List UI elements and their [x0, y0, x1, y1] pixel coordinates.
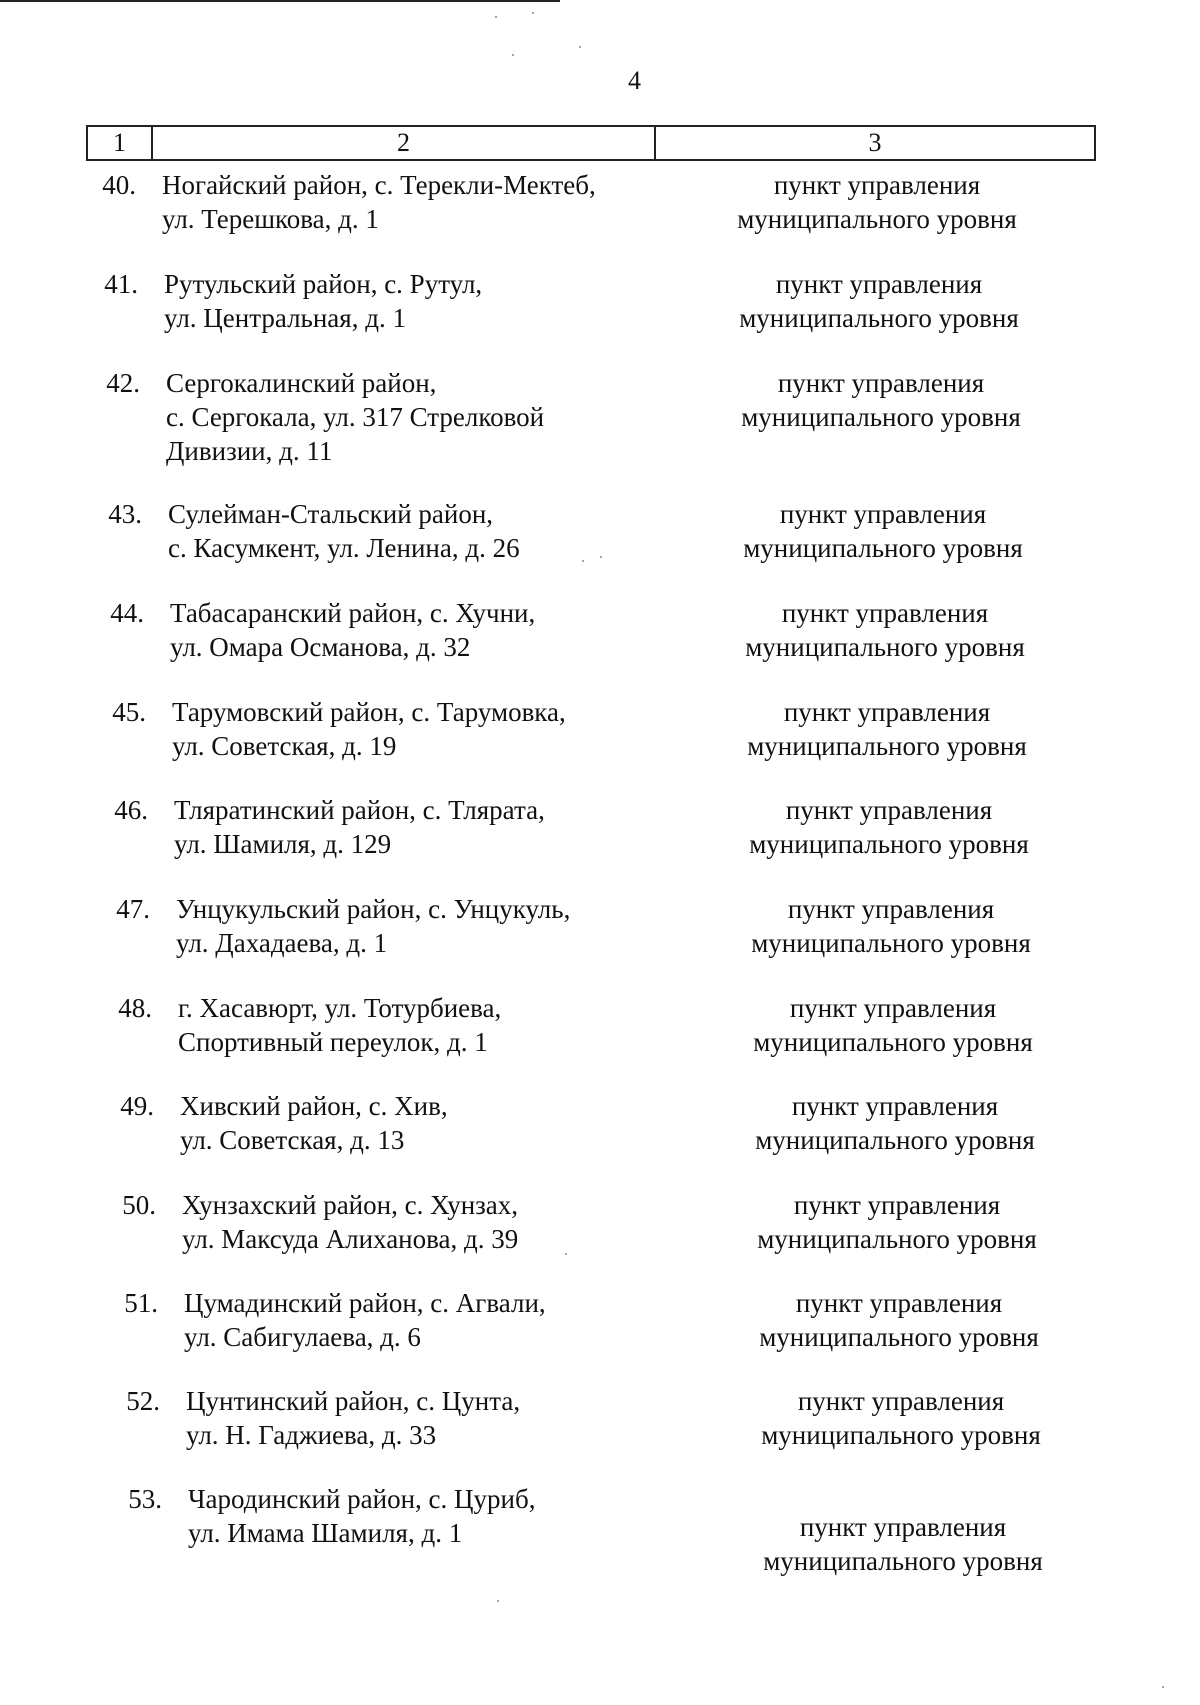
row-number: 50. — [122, 1190, 156, 1220]
type-line: муниципального уровня — [741, 402, 1021, 432]
row-number: 45. — [112, 697, 146, 727]
address-line: Спортивный переулок, д. 1 — [178, 1027, 488, 1057]
scan-speck — [512, 54, 514, 56]
type-line: муниципального уровня — [761, 1420, 1041, 1450]
address-line: ул. Максуда Алиханова, д. 39 — [182, 1224, 519, 1254]
scan-speck — [579, 46, 581, 48]
type-line: муниципального уровня — [755, 1125, 1035, 1155]
type-line: пункт управления — [781, 598, 989, 628]
address-line: Тляратинский район, с. Тлярата, — [174, 795, 545, 825]
address-line: Дивизии, д. 11 — [166, 436, 333, 466]
row-number: 47. — [116, 894, 150, 924]
scan-speck — [582, 560, 584, 562]
row-address — [168, 497, 668, 565]
row-type — [701, 366, 1061, 434]
address-line: ул. Имама Шамиля, д. 1 — [188, 1518, 463, 1548]
type-line: пункт управления — [775, 269, 983, 299]
address-line: с. Касумкент, ул. Ленина, д. 26 — [168, 533, 520, 563]
address-line: Табасаранский район, с. Хучни, — [170, 598, 536, 628]
address-line: Чародинский район, с. Цуриб, — [188, 1484, 536, 1514]
address-line: с. Сергокала, ул. 317 Стрелковой — [166, 402, 545, 432]
type-line: пункт управления — [787, 894, 995, 924]
address-line: Тарумовский район, с. Тарумовка, — [172, 697, 566, 727]
row-type — [723, 1510, 1083, 1578]
type-line: муниципального уровня — [759, 1322, 1039, 1352]
table-header — [86, 125, 1096, 161]
address-line: ул. Шамиля, д. 129 — [174, 829, 392, 859]
row-number: 51. — [124, 1288, 158, 1318]
row-type — [717, 1188, 1077, 1256]
type-line: пункт управления — [791, 1091, 999, 1121]
type-line: пункт управления — [783, 697, 991, 727]
row-number: 48. — [118, 993, 152, 1023]
address-line: Цунтинский район, с. Цунта, — [186, 1386, 521, 1416]
type-line: муниципального уровня — [747, 731, 1027, 761]
type-line: пункт управления — [779, 499, 987, 529]
row-address — [176, 892, 676, 960]
type-line: пункт управления — [789, 993, 997, 1023]
row-address — [184, 1286, 684, 1354]
address-line: ул. Сабигулаева, д. 6 — [184, 1322, 421, 1352]
row-type — [713, 991, 1073, 1059]
row-address — [172, 695, 672, 763]
address-line: Хунзахский район, с. Хунзах, — [182, 1190, 519, 1220]
row-number: 40. — [102, 170, 136, 200]
type-line: муниципального уровня — [737, 204, 1017, 234]
page-number: 4 — [628, 66, 641, 95]
type-line: муниципального уровня — [749, 829, 1029, 859]
row-type — [721, 1384, 1081, 1452]
row-type — [709, 793, 1069, 861]
row-address — [180, 1089, 680, 1157]
row-number: 41. — [104, 269, 138, 299]
row-number: 42. — [106, 368, 140, 398]
row-address — [186, 1384, 686, 1452]
row-number: 46. — [114, 795, 148, 825]
type-line: пункт управления — [793, 1190, 1001, 1220]
row-address — [170, 596, 670, 664]
type-line: пункт управления — [785, 795, 993, 825]
scan-speck — [565, 1253, 567, 1255]
address-line: ул. Омара Османова, д. 32 — [170, 632, 471, 662]
row-number: 43. — [108, 499, 142, 529]
address-line: ул. Дахадаева, д. 1 — [176, 928, 388, 958]
type-line: муниципального уровня — [745, 632, 1025, 662]
row-type — [719, 1286, 1079, 1354]
row-address — [164, 267, 664, 335]
type-line: муниципального уровня — [757, 1224, 1037, 1254]
address-line: Унцукульский район, с. Унцукуль, — [176, 894, 571, 924]
row-number: 44. — [110, 598, 144, 628]
address-line: Сулейман-Стальский район, — [168, 499, 494, 529]
row-address — [162, 168, 662, 236]
address-line: Рутульский район, с. Рутул, — [164, 269, 483, 299]
address-line: Сергокалинский район, — [166, 368, 437, 398]
row-address — [166, 366, 666, 468]
type-line: пункт управления — [773, 170, 981, 200]
scan-speck — [495, 16, 497, 18]
header-col-2: 2 — [153, 127, 656, 159]
row-number: 53. — [128, 1484, 162, 1514]
type-line: муниципального уровня — [743, 533, 1023, 563]
type-line: пункт управления — [777, 368, 985, 398]
row-type — [703, 497, 1063, 565]
type-line: пункт управления — [795, 1288, 1003, 1318]
address-line: ул. Центральная, д. 1 — [164, 303, 406, 333]
address-line: ул. Советская, д. 13 — [180, 1125, 405, 1155]
row-type — [697, 168, 1057, 236]
row-number: 52. — [126, 1386, 160, 1416]
type-line: пункт управления — [797, 1386, 1005, 1416]
address-line: Цумадинский район, с. Агвали, — [184, 1288, 546, 1318]
row-address — [174, 793, 674, 861]
address-line: Ногайский район, с. Терекли-Мектеб, — [162, 170, 596, 200]
address-line: г. Хасавюрт, ул. Тотурбиева, — [178, 993, 502, 1023]
row-address — [188, 1482, 688, 1550]
scan-speck — [497, 1600, 499, 1602]
row-number: 49. — [120, 1091, 154, 1121]
row-type — [705, 596, 1065, 664]
scan-speck — [532, 12, 534, 14]
type-line: пункт управления — [799, 1512, 1007, 1542]
type-line: муниципального уровня — [763, 1546, 1043, 1576]
row-address — [182, 1188, 682, 1256]
row-type — [699, 267, 1059, 335]
top-edge-rule — [0, 0, 560, 2]
row-type — [715, 1089, 1075, 1157]
type-line: муниципального уровня — [751, 928, 1031, 958]
scan-speck — [600, 556, 602, 558]
address-line: ул. Н. Гаджиева, д. 33 — [186, 1420, 437, 1450]
row-type — [711, 892, 1071, 960]
address-line: ул. Терешкова, д. 1 — [162, 204, 379, 234]
row-address — [178, 991, 678, 1059]
type-line: муниципального уровня — [753, 1027, 1033, 1057]
header-col-3: 3 — [868, 128, 882, 157]
scan-speck — [1162, 1686, 1164, 1688]
type-line: муниципального уровня — [739, 303, 1019, 333]
header-col-1: 1 — [88, 127, 153, 159]
address-line: Хивский район, с. Хив, — [180, 1091, 448, 1121]
address-line: ул. Советская, д. 19 — [172, 731, 397, 761]
row-type — [707, 695, 1067, 763]
